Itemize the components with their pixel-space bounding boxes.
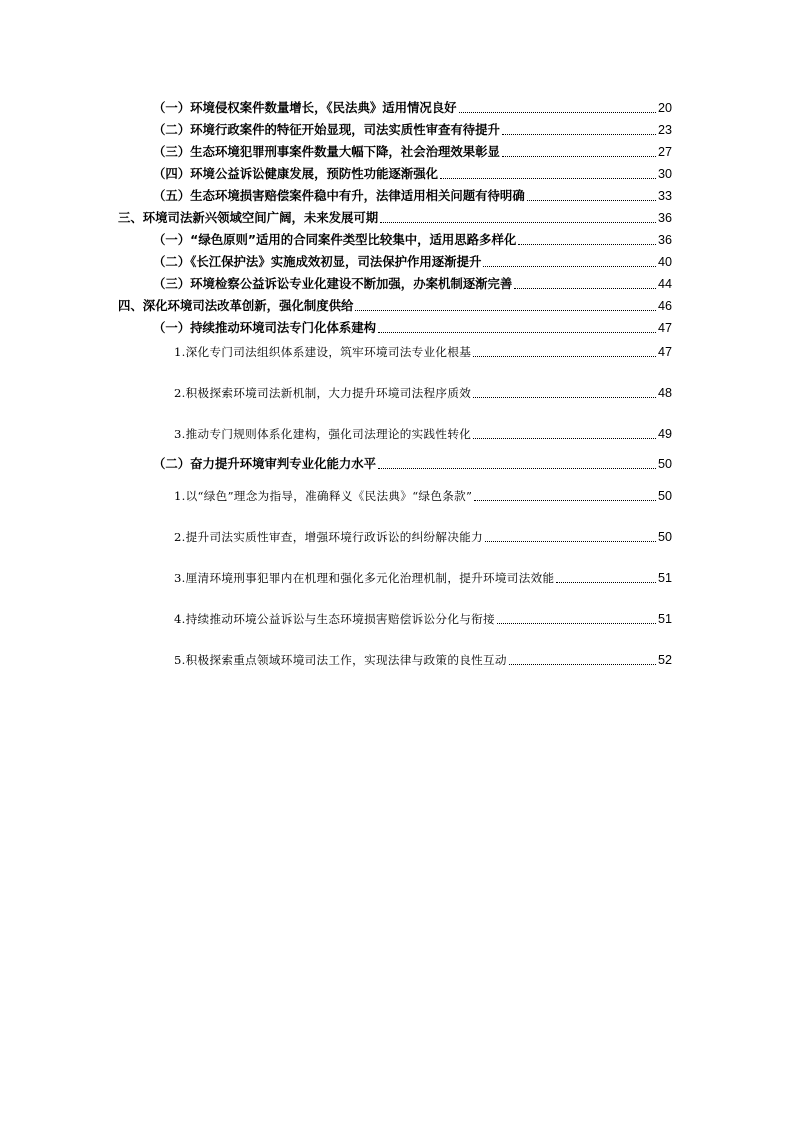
toc-entry[interactable] bbox=[174, 422, 672, 442]
toc-entry-title: （一）持续推动环境司法专门化体系建构 bbox=[153, 320, 377, 335]
toc-page-number: 36 bbox=[657, 211, 672, 225]
toc-page-number: 46 bbox=[657, 299, 672, 313]
toc-page-number: 50 bbox=[657, 489, 672, 503]
dot-leader bbox=[474, 500, 656, 501]
dot-leader bbox=[502, 156, 656, 157]
toc-entry-title: 1.以“绿色”理念为指导，准确释义《民法典》“绿色条款” bbox=[174, 489, 473, 503]
dot-leader bbox=[497, 623, 656, 624]
dot-leader bbox=[527, 200, 656, 201]
toc-entry-title: （二）奋力提升环境审判专业化能力水平 bbox=[153, 456, 377, 471]
toc-entry[interactable] bbox=[153, 118, 672, 138]
toc-page-number: 48 bbox=[657, 386, 672, 400]
toc-page-number: 36 bbox=[657, 233, 672, 247]
dot-leader bbox=[378, 332, 656, 333]
toc-entry[interactable] bbox=[174, 525, 672, 545]
toc-page-number: 27 bbox=[657, 145, 672, 159]
dot-leader bbox=[509, 664, 656, 665]
toc-entry-title: （一）“绿色原则”适用的合同案件类型比较集中，适用思路多样化 bbox=[153, 232, 517, 247]
toc-entry[interactable] bbox=[174, 566, 672, 586]
toc-entry-title: 5.积极探索重点领域环境司法工作，实现法律与政策的良性互动 bbox=[174, 653, 507, 667]
toc-entry[interactable] bbox=[174, 484, 672, 504]
dot-leader bbox=[380, 222, 656, 223]
toc-page-number: 51 bbox=[657, 571, 672, 585]
toc-entry[interactable] bbox=[153, 140, 672, 160]
dot-leader bbox=[459, 112, 656, 113]
toc-entry-title: 四、深化环境司法改革创新，强化制度供给 bbox=[118, 298, 354, 313]
toc-entry[interactable] bbox=[153, 452, 672, 472]
dot-leader bbox=[473, 438, 656, 439]
dot-leader bbox=[556, 582, 656, 583]
toc-page-number: 50 bbox=[657, 457, 672, 471]
dot-leader bbox=[502, 134, 656, 135]
toc-entry-title: （四）环境公益诉讼健康发展，预防性功能逐渐强化 bbox=[153, 166, 438, 181]
dot-leader bbox=[518, 244, 656, 245]
toc-entry-title: （三）环境检察公益诉讼专业化建设不断加强，办案机制逐渐完善 bbox=[153, 276, 513, 291]
dot-leader bbox=[378, 468, 656, 469]
dot-leader bbox=[483, 266, 656, 267]
toc-entry[interactable] bbox=[118, 294, 672, 314]
toc-entry[interactable] bbox=[118, 206, 672, 226]
dot-leader bbox=[440, 178, 656, 179]
toc-page-number: 23 bbox=[657, 123, 672, 137]
toc-entry-title: （三）生态环境犯罪刑事案件数量大幅下降，社会治理效果彰显 bbox=[153, 144, 500, 159]
toc-page-number: 50 bbox=[657, 530, 672, 544]
toc-entry[interactable] bbox=[153, 316, 672, 336]
dot-leader bbox=[485, 541, 656, 542]
toc-page-number: 20 bbox=[657, 101, 672, 115]
dot-leader bbox=[514, 288, 656, 289]
toc-page-number: 47 bbox=[657, 345, 672, 359]
toc-entry[interactable] bbox=[153, 184, 672, 204]
toc-entry-title: （一）环境侵权案件数量增长，《民法典》适用情况良好 bbox=[153, 100, 457, 115]
toc-entry[interactable] bbox=[153, 162, 672, 182]
toc-entry-title: 2.积极探索环境司法新机制，大力提升环境司法程序质效 bbox=[174, 386, 472, 400]
toc-entry[interactable] bbox=[153, 228, 672, 248]
toc-entry[interactable] bbox=[174, 648, 672, 668]
toc-page-number: 51 bbox=[657, 612, 672, 626]
toc-entry[interactable] bbox=[153, 96, 672, 116]
toc-entry[interactable] bbox=[153, 272, 672, 292]
dot-leader bbox=[473, 356, 656, 357]
toc-page-number: 52 bbox=[657, 653, 672, 667]
toc-page-number: 30 bbox=[657, 167, 672, 181]
toc-page-number: 47 bbox=[657, 321, 672, 335]
toc-entry[interactable] bbox=[174, 381, 672, 401]
toc-entry-title: 3.厘清环境刑事犯罪内在机理和强化多元化治理机制，提升环境司法效能 bbox=[174, 571, 555, 585]
toc-page-number: 49 bbox=[657, 427, 672, 441]
toc-entry[interactable] bbox=[153, 250, 672, 270]
toc-entry-title: 2.提升司法实质性审查，增强环境行政诉讼的纠纷解决能力 bbox=[174, 530, 484, 544]
toc-page-number: 44 bbox=[657, 277, 672, 291]
toc-entry[interactable] bbox=[174, 340, 672, 360]
toc-entry-title: （二）《长江保护法》实施成效初显，司法保护作用逐渐提升 bbox=[153, 254, 482, 269]
toc-entry-title: 3.推动专门规则体系化建构，强化司法理论的实践性转化 bbox=[174, 427, 472, 441]
toc-entry-title: 三、环境司法新兴领域空间广阔，未来发展可期 bbox=[118, 210, 379, 225]
toc-page-number: 40 bbox=[657, 255, 672, 269]
toc-entry-title: 4.持续推动环境公益诉讼与生态环境损害赔偿诉讼分化与衔接 bbox=[174, 612, 495, 626]
toc-entry-title: （二）环境行政案件的特征开始显现，司法实质性审查有待提升 bbox=[153, 122, 500, 137]
dot-leader bbox=[473, 397, 656, 398]
toc-entry-title: （五）生态环境损害赔偿案件稳中有升，法律适用相关问题有待明确 bbox=[153, 188, 525, 203]
toc-entry[interactable] bbox=[174, 607, 672, 627]
toc-entry-title: 1.深化专门司法组织体系建设，筑牢环境司法专业化根基 bbox=[174, 345, 472, 359]
dot-leader bbox=[355, 310, 656, 311]
toc-page-number: 33 bbox=[657, 189, 672, 203]
